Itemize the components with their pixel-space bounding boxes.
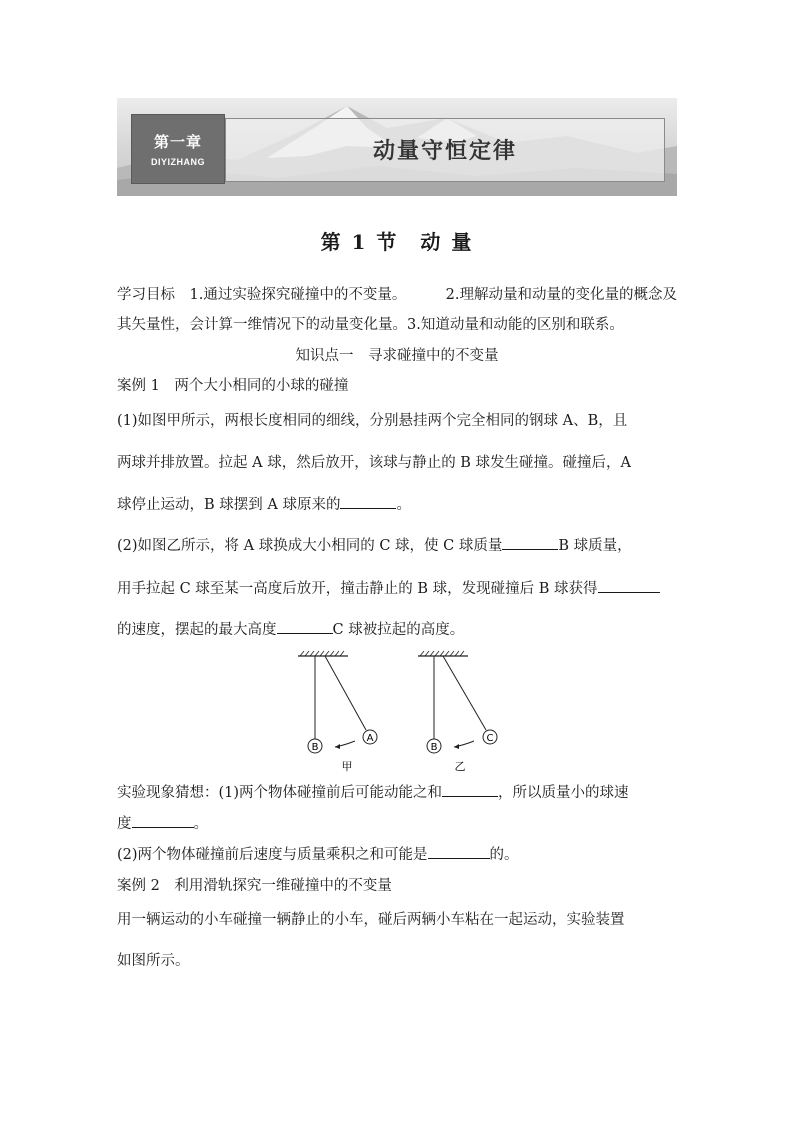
case-1-paragraph-1-line-2: 两球并排放置。拉起 A 球，然后放开，该球与静止的 B 球发生碰撞。碰撞后，A: [117, 455, 632, 471]
pendulum-yi: [418, 651, 497, 773]
paragraph-text: 度: [117, 816, 132, 832]
case-1-paragraph-1-line-1: [117, 411, 677, 431]
fill-blank[interactable]: [442, 782, 498, 797]
fill-blank[interactable]: [598, 578, 660, 593]
string: [325, 656, 366, 730]
paragraph-text: C 球被拉起的高度。: [332, 622, 465, 638]
chapter-pinyin: DIYIZHANG: [151, 157, 205, 167]
pendulum-jia: [298, 651, 377, 773]
chapter-banner: [117, 98, 677, 196]
guess-line-3: [117, 844, 519, 865]
fill-blank[interactable]: [340, 494, 396, 509]
paragraph-text: (2)如图乙所示，将 A 球换成大小相同的 C 球，使 C 球质量: [117, 538, 503, 554]
case-1-title: 案例 1 两个大小相同的小球的碰撞: [117, 378, 349, 394]
fill-blank[interactable]: [502, 535, 558, 550]
case-1-paragraph-2-line-2: [117, 578, 660, 599]
guess-line-2: [117, 813, 208, 834]
fill-blank[interactable]: [277, 619, 333, 634]
ball-label: B: [430, 742, 438, 753]
pendulum-figure: [290, 648, 510, 774]
string: [443, 656, 486, 730]
paragraph-text: 的速度，摆起的最大高度: [117, 622, 277, 638]
case-1-paragraph-2-line-3: [117, 619, 464, 640]
objectives-line-2: 其矢量性，会计算一维情况下的动量变化量。3.知道动量和动能的区别和联系。: [117, 317, 624, 333]
chapter-label-box: [131, 114, 225, 184]
knowledge-point-heading: 知识点一 寻求碰撞中的不变量: [295, 348, 499, 364]
case-1-paragraph-2-line-1: [117, 535, 632, 556]
ceiling-hatch: [300, 651, 344, 656]
section-title: 第 1 节 动 量: [320, 230, 474, 254]
guess-line-1: [117, 782, 629, 803]
chapter-title-box: [225, 118, 665, 182]
fill-blank[interactable]: [132, 813, 194, 828]
objectives-line-1: [117, 285, 677, 305]
paragraph-text: ，所以质量小的球速: [498, 785, 629, 801]
ball-label: C: [486, 733, 494, 744]
ceiling-hatch: [420, 651, 464, 656]
paragraph-text: 的。: [489, 847, 519, 863]
case-2-title: 案例 2 利用滑轨探究一维碰撞中的不变量: [117, 878, 392, 894]
paragraph-text: 球停止运动，B 球摆到 A 球原来的: [117, 497, 341, 513]
case-2-line-2: 如图所示。: [117, 953, 190, 969]
chapter-number: 第一章: [153, 133, 202, 151]
case-1-paragraph-1-line-3: [117, 494, 411, 515]
objectives-text: 学习目标 1.通过实验探究碰撞中的不变量。: [117, 287, 407, 303]
paragraph-text: B 球质量，: [558, 538, 632, 554]
paragraph-text: (2)两个物体碰撞前后速度与质量乘积之和可能是: [117, 847, 428, 863]
paragraph-text: (1)如图甲所示，两根长度相同的细线，分别悬挂两个完全相同的钢球 A、B，且: [117, 413, 628, 429]
chapter-name: 动量守恒定律: [372, 139, 517, 164]
figure-caption: 乙: [454, 760, 466, 773]
fill-blank[interactable]: [428, 844, 490, 859]
ball-label: A: [366, 733, 374, 744]
paragraph-text: 用手拉起 C 球至某一高度后放开，撞击静止的 B 球，发现碰撞后 B 球获得: [117, 581, 598, 597]
objectives-text: 2.理解动量和动量的变化量的概念及: [445, 287, 677, 303]
ball-label: B: [311, 742, 319, 753]
paragraph-text: 。: [193, 816, 208, 832]
case-2-line-1: 用一辆运动的小车碰撞一辆静止的小车，碰后两辆小车粘在一起运动，实验装置: [117, 912, 625, 928]
figure-caption: 甲: [341, 760, 353, 773]
paragraph-text: 。: [396, 497, 411, 513]
paragraph-text: 实验现象猜想：(1)两个物体碰撞前后可能动能之和: [117, 785, 443, 801]
